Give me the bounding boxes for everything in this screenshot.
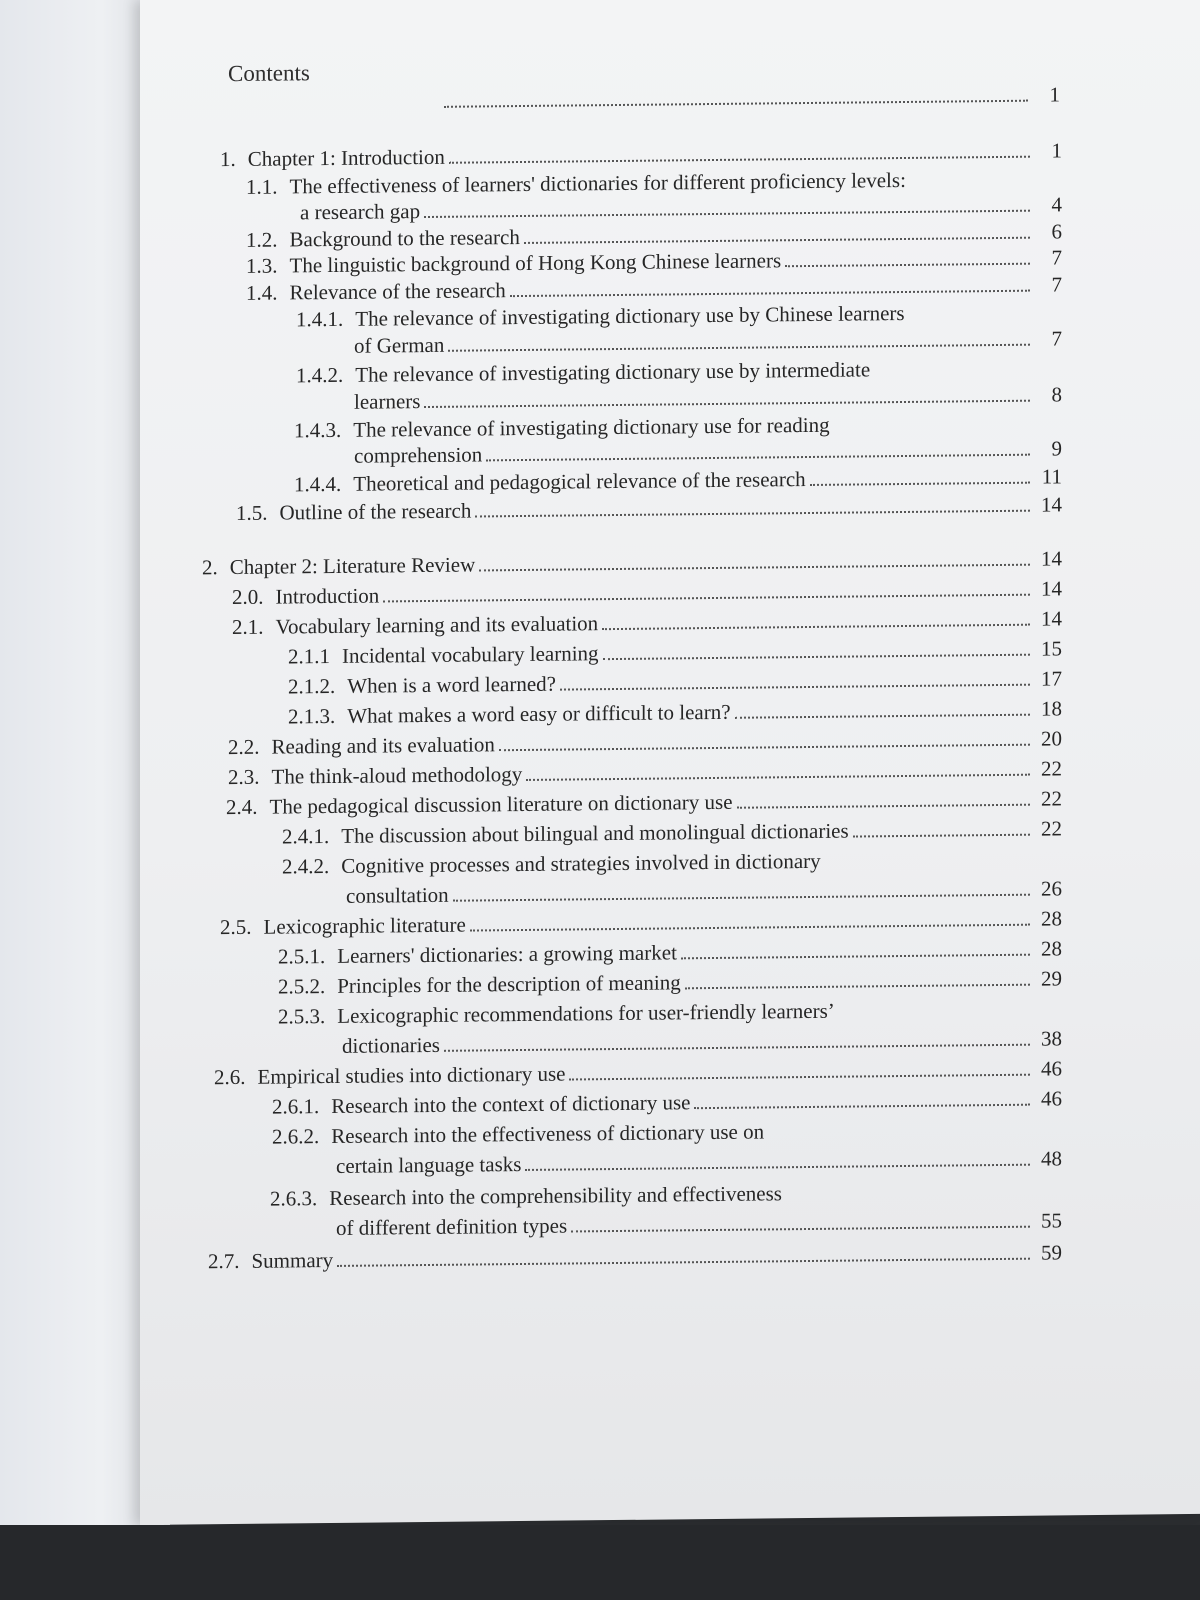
toc-entry: 2.4.2. Cognitive processes and strategies involved in dictionary — [282, 848, 821, 879]
entry-label: Chapter 2: Literature Review — [229, 552, 476, 580]
page-number: 59 — [1041, 1240, 1062, 1265]
page-number: 7 — [1051, 245, 1062, 270]
entry-label: Lexicographic literature — [263, 912, 466, 939]
page-title: Contents — [228, 60, 310, 87]
page-number: 46 — [1041, 1086, 1062, 1111]
toc-entry-continued — [354, 436, 1062, 467]
table-of-contents — [140, 0, 1200, 1525]
toc-entry: 2.4. The pedagogical discussion literature on dictionary use 22 — [226, 786, 1062, 820]
page-number: 6 — [1051, 219, 1062, 244]
toc-entry: 1.2. Background to the research 6 — [246, 219, 1062, 252]
entry-label: a research gap — [300, 199, 421, 225]
page-number: 14 — [1041, 606, 1062, 631]
entry-label: Incidental vocabulary learning — [342, 641, 599, 668]
page-number: 22 — [1041, 816, 1062, 841]
page-number: 18 — [1041, 696, 1062, 721]
toc-entry: 2.1.2. When is a word learned? 17 — [288, 666, 1062, 699]
page-number: 22 — [1041, 786, 1062, 811]
page-number: 20 — [1041, 726, 1062, 751]
toc-entry: 2.7. Summary 59 — [208, 1240, 1062, 1274]
toc-entry: 2.6. Empirical studies into dictionary use 46 — [214, 1056, 1062, 1090]
entry-label: Chapter 1: Introduction — [247, 144, 445, 171]
toc-entry-continued — [300, 192, 1062, 224]
entry-label: The relevance of investigating dictionary use by intermediate — [355, 357, 871, 387]
toc-entry: 2.5. Lexicographic literature 28 — [220, 906, 1062, 940]
toc-entry: 2. Chapter 2: Literature Review 14 — [202, 546, 1062, 580]
page-number: 38 — [1041, 1026, 1062, 1051]
entry-label: Reading and its evaluation — [271, 732, 495, 759]
toc-entry: 1.3. The linguistic background of Hong Kong Chinese learners 7 — [246, 245, 1062, 278]
toc-entry: 1.4.2. The relevance of investigating dictionary use by intermediate — [296, 357, 871, 388]
entry-label: of German — [354, 332, 445, 358]
toc-entry-continued — [336, 1208, 1062, 1240]
toc-entry: 2.4.1. The discussion about bilingual and monolingual dictionaries 22 — [282, 816, 1062, 849]
toc-entry: 1.4.3. The relevance of investigating dictionary use for reading — [294, 412, 830, 443]
toc-entry: 2.5.2. Principles for the description of meaning 29 — [278, 966, 1062, 999]
entry-label: Theoretical and pedagogical relevance of the research — [353, 467, 806, 496]
entry-label: Cognitive processes and strategies involved in dictionary — [341, 848, 821, 878]
entry-label: dictionaries — [342, 1032, 440, 1058]
entry-label: When is a word learned? — [347, 671, 556, 698]
page-number: 26 — [1041, 876, 1062, 901]
entry-label: certain language tasks — [336, 1152, 522, 1178]
toc-entry: 2.6.2. Research into the effectiveness of dictionary use on — [272, 1119, 765, 1149]
toc-entry — [440, 82, 1060, 112]
page-number: 14 — [1041, 546, 1062, 571]
entry-label: Summary — [251, 1247, 334, 1273]
page-number: 28 — [1041, 936, 1062, 961]
toc-entry: 2.1.1 Incidental vocabulary learning 15 — [288, 636, 1062, 669]
entry-label: Research into the comprehensibility and effectiveness — [329, 1181, 782, 1211]
page-number: 1 — [1051, 138, 1062, 163]
toc-entry: 2.5.3. Lexicographic recommendations for user-friendly learners’ — [278, 998, 835, 1029]
page-number: 14 — [1041, 576, 1062, 601]
page-number: 7 — [1051, 272, 1062, 297]
toc-entry: 1.4.4. Theoretical and pedagogical relevance of the research 11 — [294, 464, 1062, 497]
page-number: 29 — [1041, 966, 1062, 991]
toc-entry: 1.5. Outline of the research 14 — [236, 492, 1062, 525]
entry-label: comprehension — [354, 442, 483, 468]
entry-label: Relevance of the research — [289, 278, 506, 305]
entry-label: The discussion about bilingual and monolingual dictionaries — [341, 818, 849, 848]
toc-entry-continued — [354, 326, 1062, 357]
page-number: 28 — [1041, 906, 1062, 931]
toc-entry: 2.5.1. Learners' dictionaries: a growing market 28 — [278, 936, 1062, 969]
entry-label: Background to the research — [289, 225, 520, 252]
page-number: 14 — [1041, 492, 1062, 517]
toc-entry-continued — [342, 1026, 1062, 1058]
page-number: 55 — [1041, 1208, 1062, 1233]
background-surface — [0, 1525, 1200, 1600]
toc-entry: 1.4. Relevance of the research 7 — [246, 272, 1062, 305]
entry-label: Introduction — [275, 583, 380, 609]
page-number: 17 — [1041, 666, 1062, 691]
toc-entry: 1.1. The effectiveness of learners' dictionaries for different proficiency levels: — [246, 167, 906, 199]
toc-entry: 2.1. Vocabulary learning and its evaluation 14 — [232, 606, 1062, 640]
page-number: 46 — [1041, 1056, 1062, 1081]
toc-entry: 2.1.3. What makes a word easy or difficult to learn? 18 — [288, 696, 1062, 729]
toc-entry: 1.4.1. The relevance of investigating dictionary use by Chinese learners — [296, 300, 905, 332]
entry-label: Principles for the description of meaning — [337, 970, 681, 998]
page-number: 7 — [1051, 326, 1062, 351]
toc-entry-continued — [346, 876, 1062, 907]
entry-label: Outline of the research — [279, 498, 472, 525]
toc-entry: 2.0. Introduction 14 — [232, 576, 1062, 610]
toc-entry: 2.6.1. Research into the context of dictionary use 46 — [272, 1086, 1062, 1119]
entry-label: The effectiveness of learners' dictionaries for different proficiency levels: — [289, 167, 906, 199]
toc-entry: 1. Chapter 1: Introduction 1 — [220, 138, 1062, 172]
entry-label: Empirical studies into dictionary use — [257, 1061, 566, 1089]
toc-entry-continued — [354, 382, 1062, 413]
entry-label: Lexicographic recommendations for user-friendly learners’ — [337, 998, 835, 1028]
entry-label: Research into the effectiveness of dictionary use on — [331, 1119, 765, 1148]
entry-label: Vocabulary learning and its evaluation — [275, 611, 599, 639]
entry-label: What makes a word easy or difficult to learn? — [347, 699, 731, 728]
page-number: 11 — [1041, 464, 1062, 489]
entry-label: The relevance of investigating dictionary use for reading — [353, 412, 830, 442]
entry-label: Learners' dictionaries: a growing market — [337, 940, 677, 968]
page-number: 48 — [1041, 1146, 1062, 1171]
book-page — [140, 0, 1200, 1525]
entry-label: of different definition types — [336, 1213, 568, 1240]
page-number: 4 — [1051, 192, 1062, 217]
entry-label: learners — [354, 389, 421, 414]
toc-entry: 2.2. Reading and its evaluation 20 — [228, 726, 1062, 760]
toc-entry: 2.3. The think-aloud methodology 22 — [228, 756, 1062, 790]
entry-label: The relevance of investigating dictionary use by Chinese learners — [355, 300, 905, 331]
page-number: 15 — [1041, 636, 1062, 661]
entry-label: The pedagogical discussion literature on dictionary use — [269, 789, 733, 819]
entry-label: Research into the context of dictionary use — [331, 1090, 691, 1118]
entry-label: The linguistic background of Hong Kong Chinese learners — [289, 248, 782, 278]
page-number: 9 — [1051, 436, 1062, 461]
toc-entry: 2.6.3. Research into the comprehensibility and effectiveness — [270, 1181, 782, 1211]
toc-entry-continued — [336, 1146, 1062, 1178]
page-number: 8 — [1051, 382, 1062, 407]
entry-label: consultation — [346, 882, 449, 908]
entry-label: The think-aloud methodology — [271, 761, 523, 789]
page-number: 22 — [1041, 756, 1062, 781]
page-number: 1 — [1049, 82, 1060, 107]
